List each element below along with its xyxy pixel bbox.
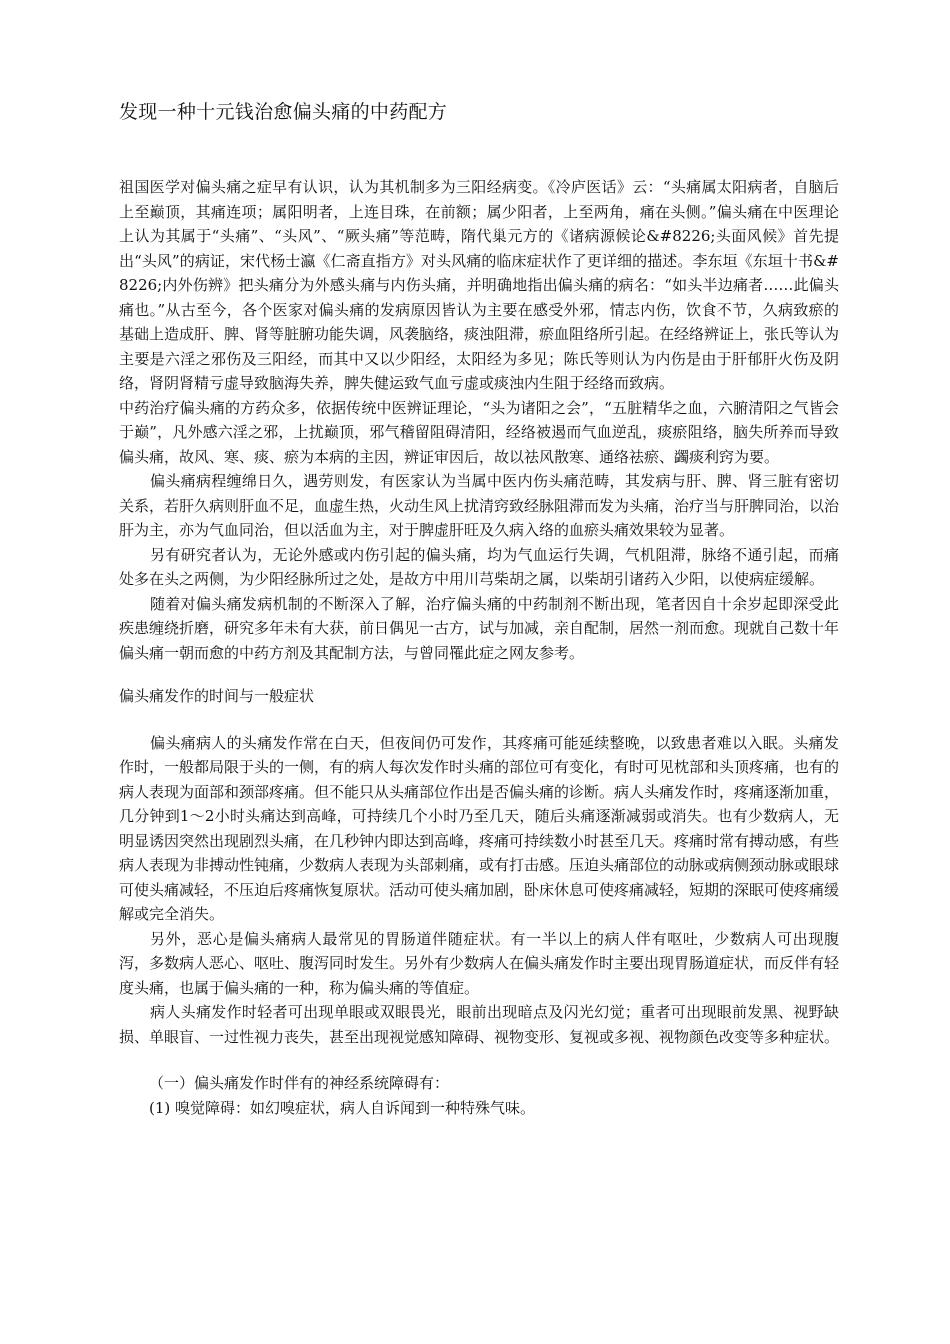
spacer: [119, 709, 839, 731]
section-heading: 偏头痛发作的时间与一般症状: [119, 687, 315, 705]
document-body: [119, 175, 839, 1120]
body-paragraph: 偏头痛病人的头痛发作常在白天，但夜间仍可发作，其疼痛可能延续整晚，以致患者难以入眠。头痛发作时，一般都局限于头的一侧，有的病人每次发作时头痛的部位可有变化，有时可见枕部和头顶疼痛，也有的病人表现为面部和颈部疼痛。但不能只从头痛部位作出是否偏头痛的诊断。病人头痛发作时，疼痛逐渐加重，几分钟到1～2小时头痛达到高峰，可持续几个小时乃至几天，随后头痛逐渐减弱或消失。也有少数病人，无明显诱因突然出现剧烈头痛，在几秒钟内即达到高峰，疼痛可持续数小时甚至几天。疼痛时常有搏动感，有些病人表现为非搏动性钝痛，少数病人表现为头部刺痛，或有打击感。压迫头痛部位的动脉或病侧颈动脉或眼球可使头痛减轻，不压迫后疼痛恢复原状。活动可使头痛加剧，卧床休息可使疼痛减轻，短期的深眠可使疼痛缓解或完全消失。: [119, 733, 840, 923]
spacer: [119, 665, 839, 684]
body-paragraph: 祖国医学对偏头痛之症早有认识，认为其机制多为三阳经病变。《冷庐医话》云：“头痛属太阳病者，自脑后上至巅顶，其痛连项；属阳明者，上连目珠，在前额；属少阳者，上至两角，痛在头侧。”偏头痛在中医理论上认为其属于“头痛”、“头风”、“厥头痛”等范畴，隋代巢元方的《诸病源候论&#8226;头面风候》首先提出“头风”的病证，宋代杨士瀛《仁斋直指方》对头风痛的临床症状作了更详细的描述。李东垣《东垣十书&#8226;内外伤辨》把头痛分为外感头痛与内伤头痛，并明确地指出偏头痛的病名：“如头半边痛者……此偏头痛也。”从古至今，各个医家对偏头痛的发病原因皆认为主要在感受外邪，情志内伤，饮食不节，久病致瘀的基础上造成肝、脾、肾等脏腑功能失调，风袭脑络，痰浊阻滞，瘀血阻络所引起。在经络辨证上，张氏等认为主要是六淫之邪伤及三阳经，而其中又以少阳经，太阳经为多见；陈氏等则认为内伤是由于肝郁肝火伤及阴络，肾阴肾精亏虚导致脑海失养，脾失健运致气血亏虚或痰浊内生阻于经络而致病。: [119, 178, 840, 392]
body-paragraph: 另外，恶心是偏头痛病人最常见的胃肠道伴随症状。有一半以上的病人伴有呕吐，少数病人可出现腹泻，多数病人恶心、呕吐、腹泻同时发生。另外有少数病人在偏头痛发作时主要出现胃肠道症状，而反伴有轻度头痛，也属于偏头痛的一种，称为偏头痛的等值症。: [119, 929, 840, 997]
body-paragraph: 随着对偏头痛发病机制的不断深入了解，治疗偏头痛的中药制剂不断出现，笔者因自十余岁起即深受此疾患缠绕折磨，研究多年未有大获，前日偶见一古方，试与加减，亲自配制，居然一剂而愈。现就自己数十年偏头痛一朝而愈的中药方剂及其配制方法，与曾同罹此症之网友参考。: [119, 594, 840, 662]
spacer: [119, 1049, 839, 1071]
list-heading: （一）偏头痛发作时伴有的神经系统障碍有：: [149, 1074, 450, 1092]
body-paragraph: 中药治疗偏头痛的方药众多，依据传统中医辨证理论，“头为诸阳之会”，“五脏精华之血，六腑清阳之气皆会于巅”，凡外感六淫之邪，上扰巅顶，邪气稽留阻碍清阳，经络被遏而气血逆乱，痰瘀阻络，脑失所养而导致偏头痛，故风、寒、痰、瘀为本病的主因，辨证审因后，故以祛风散寒、通络祛瘀、蠲痰利窍为要。: [119, 398, 839, 466]
list-item: (1) 嗅觉障碍：如幻嗅症状，病人自诉闻到一种特殊气味。: [149, 1098, 536, 1117]
body-paragraph: 病人头痛发作时轻者可出现单眼或双眼畏光，眼前出现暗点及闪光幻觉；重者可出现眼前发黑、视野缺损、单眼盲、一过性视力丧失，甚至出现视觉感知障碍、视物变形、复视或多视、视物颜色改变等多种症状。: [119, 1003, 840, 1046]
body-paragraph: 另有研究者认为，无论外感或内伤引起的偏头痛，均为气血运行失调，气机阻滞，脉络不通引起，而痛处多在头之两侧，为少阳经脉所过之处，是故方中用川芎柴胡之属，以柴胡引诸药入少阳，以使病症缓解。: [119, 545, 839, 588]
document-title: 发现一种十元钱治愈偏头痛的中药配方: [119, 101, 448, 123]
body-paragraph: 偏头痛病程缠绵日久，遇劳则发，有医家认为当属中医内伤头痛范畴，其发病与肝、脾、肾三脏有密切关系，若肝久病则肝血不足，血虚生热，火动生风上扰清窍致经脉阻滞而发为头痛，治疗当与肝脾同治，以治肝为主，亦为气血同治，但以活血为主，对于脾虚肝旺及久病入络的血瘀头痛效果较为显著。: [119, 472, 840, 539]
